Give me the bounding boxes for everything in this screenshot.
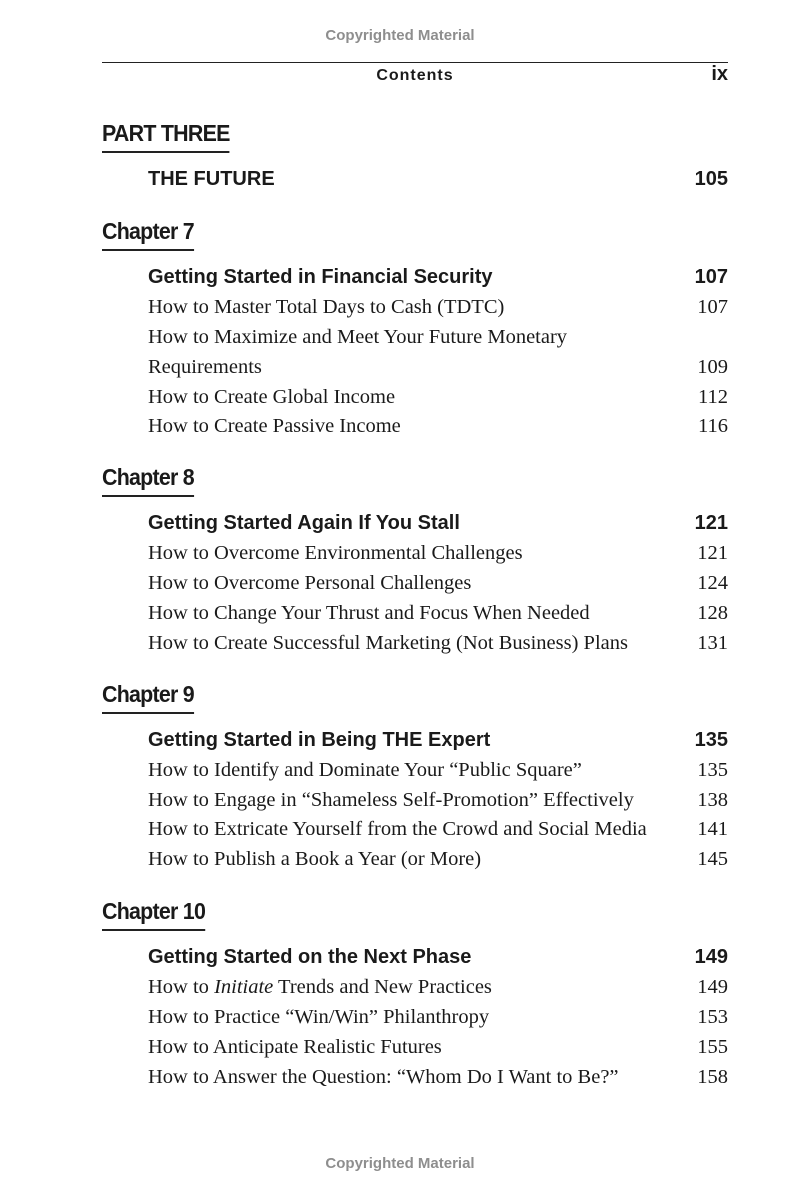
entry-title: How to Extricate Yourself from the Crowd and Social Media (148, 818, 647, 840)
part-title-row[interactable] (148, 168, 728, 198)
entry-page: 155 (697, 1036, 728, 1058)
part-heading: PART THREE (102, 120, 230, 153)
chapter-title-row[interactable] (148, 946, 728, 976)
entry-page: 158 (697, 1066, 728, 1088)
toc-entry[interactable] (148, 415, 728, 445)
chapter-heading: Chapter 10 (102, 898, 205, 931)
entry-title: How to Identify and Dominate Your “Public Square” (148, 759, 582, 781)
part-title: THE FUTURE (148, 168, 275, 190)
entry-title: How to Answer the Question: “Whom Do I Want to Be?” (148, 1066, 619, 1088)
running-header (102, 62, 728, 89)
toc-entry[interactable] (148, 848, 728, 878)
chapter-page: 107 (694, 266, 728, 288)
toc-entry[interactable] (148, 818, 728, 848)
toc-entry[interactable] (148, 632, 728, 662)
entry-page: 112 (698, 386, 728, 408)
entry-page: 135 (697, 759, 728, 781)
chapter-page: 121 (694, 512, 728, 534)
toc-entry[interactable] (148, 759, 728, 789)
chapter-heading: Chapter 9 (102, 681, 194, 714)
chapter-title: Getting Started in Being THE Expert (148, 729, 491, 751)
entry-title: How to Create Passive Income (148, 415, 401, 437)
chapter-title-row[interactable] (148, 266, 728, 296)
chapter-title: Getting Started on the Next Phase (148, 946, 472, 968)
entry-title: How to Overcome Environmental Challenges (148, 542, 523, 564)
entry-page: 141 (697, 818, 728, 840)
emphasized-word: Initiate (214, 976, 274, 998)
toc-entry-continued[interactable] (148, 356, 728, 386)
entry-title: How to Practice “Win/Win” Philanthropy (148, 1006, 490, 1028)
entry-page: 145 (697, 848, 728, 870)
entry-title: How to Change Your Thrust and Focus When Needed (148, 602, 590, 624)
copyright-watermark-bottom: Copyrighted Material (325, 1155, 475, 1172)
chapter-title-row[interactable] (148, 512, 728, 542)
toc-entry[interactable] (148, 296, 728, 326)
toc-entry[interactable] (148, 572, 728, 602)
entry-page: 124 (697, 572, 728, 594)
toc-entry[interactable] (148, 1066, 728, 1096)
toc-entry[interactable] (148, 542, 728, 572)
chapter-title: Getting Started Again If You Stall (148, 512, 460, 534)
page-number: ix (711, 63, 728, 85)
toc-entry[interactable] (148, 1036, 728, 1066)
chapter-page: 149 (694, 946, 728, 968)
entry-page: 131 (697, 632, 728, 654)
toc-entry[interactable] (148, 976, 728, 1006)
entry-page: 116 (698, 415, 728, 437)
entry-title: How to Create Global Income (148, 386, 396, 408)
chapter-heading: Chapter 7 (102, 218, 194, 251)
chapter-title: Getting Started in Financial Security (148, 266, 493, 288)
entry-title: How to Publish a Book a Year (or More) (148, 848, 482, 870)
entry-page: 121 (697, 542, 728, 564)
toc-entry[interactable] (148, 1006, 728, 1036)
entry-title: How to Overcome Personal Challenges (148, 572, 472, 594)
entry-page: 138 (697, 789, 728, 811)
toc-entry[interactable] (148, 326, 728, 356)
toc-entry[interactable] (148, 602, 728, 632)
part-page: 105 (694, 168, 728, 190)
entry-page: 107 (697, 296, 728, 318)
entry-title: Requirements (148, 356, 262, 378)
entry-title: How to Master Total Days to Cash (TDTC) (148, 296, 505, 318)
entry-title: How to Anticipate Realistic Futures (148, 1036, 442, 1058)
toc-entry[interactable] (148, 789, 728, 819)
copyright-watermark-top: Copyrighted Material (325, 27, 475, 44)
entry-page: 128 (697, 602, 728, 624)
entry-page: 153 (697, 1006, 728, 1028)
chapter-title-row[interactable] (148, 729, 728, 759)
entry-page: 109 (697, 356, 728, 378)
entry-title: How to Engage in “Shameless Self-Promotion” Effectively (148, 789, 634, 811)
toc-entry[interactable] (148, 386, 728, 416)
chapter-heading: Chapter 8 (102, 464, 194, 497)
chapter-page: 135 (694, 729, 728, 751)
entry-page: 149 (697, 976, 728, 998)
entry-title: How to Maximize and Meet Your Future Monetary (148, 326, 568, 348)
entry-title: How to Create Successful Marketing (Not Business) Plans (148, 632, 628, 654)
running-title: Contents (376, 67, 454, 84)
entry-title: How to Initiate Trends and New Practices (148, 976, 492, 998)
